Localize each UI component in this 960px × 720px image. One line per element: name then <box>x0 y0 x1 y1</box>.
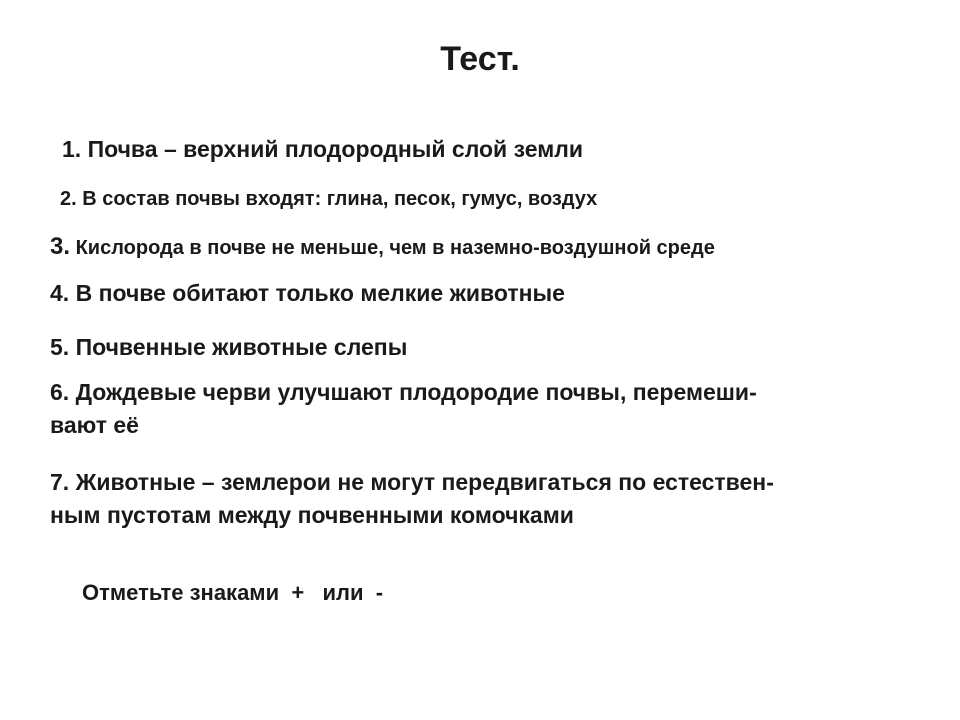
question-7 <box>50 466 774 532</box>
question-7-line-2: ным пустотам между почвенными комочками <box>50 502 574 528</box>
question-5: 5. Почвенные животные слепы <box>50 334 408 360</box>
question-2: 2. В состав почвы входят: глина, песок, гумус, воздух <box>60 188 598 210</box>
question-4: 4. В почве обитают только мелкие животные <box>50 280 565 306</box>
question-3 <box>50 231 715 264</box>
question-3-number: 3. <box>50 233 71 260</box>
question-7-line-1: 7. Животные – землерои не могут передвигаться по естествен- <box>50 469 774 495</box>
question-3-text: Кислорода в почве не меньше, чем в наземно-воздушной среде <box>70 237 715 259</box>
question-6-line-1: 6. Дождевые черви улучшают плодородие почвы, перемеши- <box>50 379 757 405</box>
question-6 <box>50 376 757 442</box>
question-6-line-2: вают её <box>50 412 139 438</box>
instruction-text: Отметьте знаками + или - <box>82 580 384 605</box>
question-1: 1. Почва – верхний плодородный слой земли <box>62 136 583 162</box>
slide-title: Тест. <box>440 40 520 78</box>
